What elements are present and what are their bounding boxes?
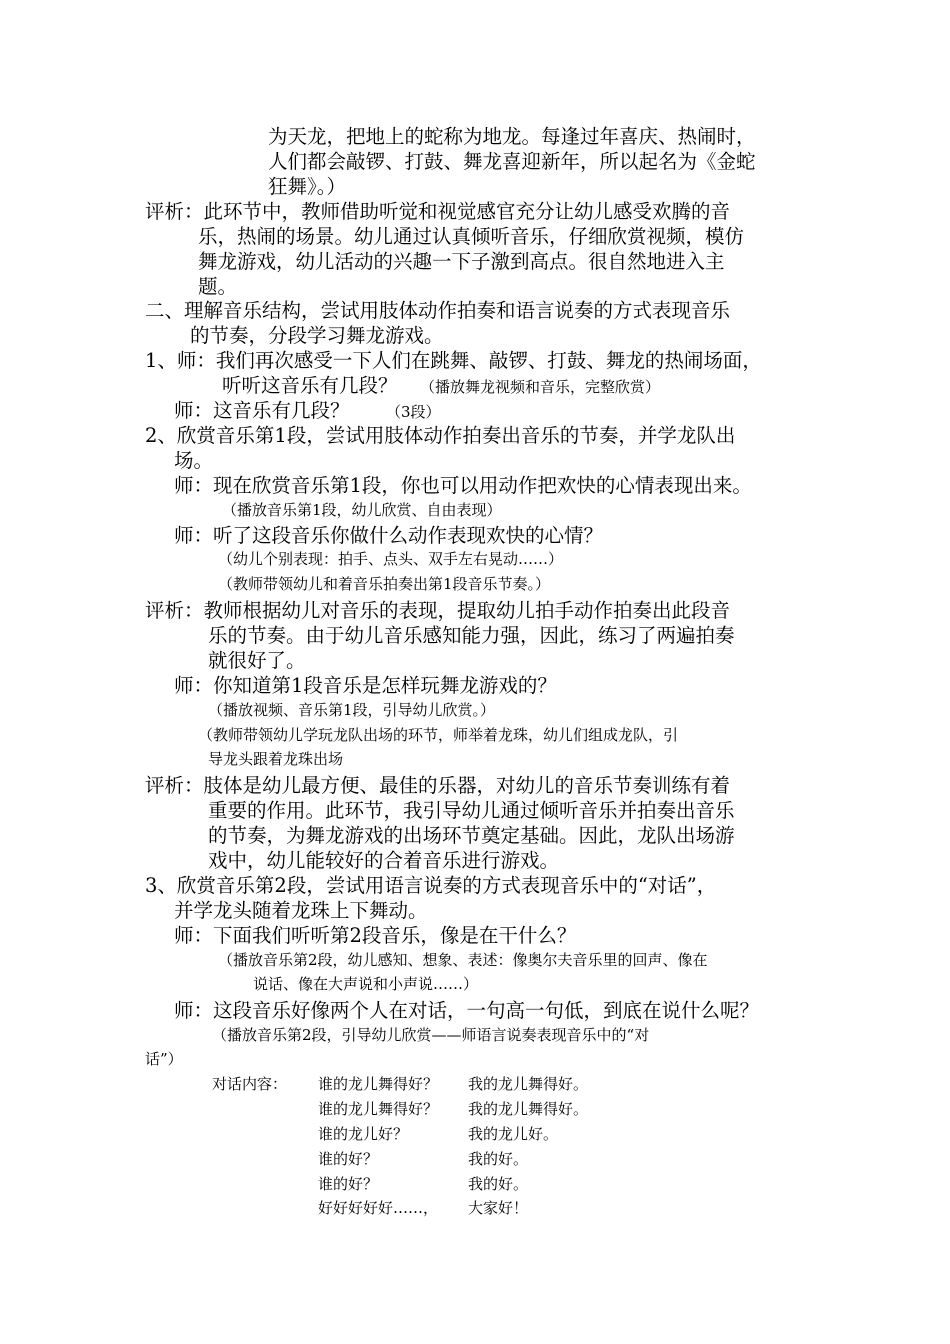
note-line: 说话、像在大声说和小声说……） bbox=[253, 975, 479, 993]
dialogue-ask: 谁的龙儿好？ bbox=[318, 1125, 409, 1143]
text-line: 场。 bbox=[174, 449, 214, 472]
commentary-line: 题。 bbox=[198, 275, 238, 298]
commentary-line: 评析：肢体是幼儿最方便、最佳的乐器，对幼儿的音乐节奏训练有着 bbox=[145, 774, 731, 797]
dialogue-ask: 谁的好？ bbox=[318, 1150, 379, 1168]
note-line: 话”） bbox=[145, 1050, 183, 1068]
dialogue-answer: 我的龙儿舞得好。 bbox=[468, 1075, 589, 1093]
section-heading: 二、理解音乐结构，尝试用肢体动作拍奏和语言说奏的方式表现音乐 bbox=[145, 299, 731, 322]
dialogue-answer: 我的龙儿舞得好。 bbox=[468, 1100, 589, 1118]
text-line: 听听这音乐有几段？ bbox=[222, 374, 398, 397]
text-line: 为天龙，把地上的蛇称为地龙。每逢过年喜庆、热闹时， bbox=[268, 125, 756, 148]
dialogue-ask: 谁的好？ bbox=[318, 1175, 379, 1193]
note-line: （3段） bbox=[386, 403, 441, 421]
note-line: （幼儿个别表现：拍手、点头、双手左右晃动……） bbox=[218, 550, 564, 568]
text-line: 师：下面我们听听第2段音乐，像是在干什么？ bbox=[174, 924, 577, 947]
commentary-line: 评析：教师根据幼儿对音乐的表现，提取幼儿拍手动作拍奏出此段音 bbox=[145, 599, 731, 622]
dialogue-answer: 我的龙儿好。 bbox=[468, 1125, 559, 1143]
dialogue-ask: 谁的龙儿舞得好？ bbox=[318, 1100, 439, 1118]
commentary-line: 评析：此环节中，教师借助听觉和视觉感官充分让幼儿感受欢腾的音 bbox=[145, 200, 731, 223]
text-line: 师：听了这段音乐你做什么动作表现欢快的心情？ bbox=[174, 524, 604, 547]
note-line: 导龙头跟着龙珠出场 bbox=[208, 750, 344, 768]
note-line: （教师带领幼儿学玩龙队出场的环节，师举着龙珠，幼儿们组成龙队，引 bbox=[198, 726, 679, 744]
step-line: 3、欣赏音乐第2段，尝试用语言说奏的方式表现音乐中的“对话”， bbox=[145, 874, 717, 897]
commentary-line: 重要的作用。此环节，我引导幼儿通过倾听音乐并拍奏出音乐 bbox=[208, 799, 735, 822]
commentary-line: 舞龙游戏，幼儿活动的兴趣一下子激到高点。很自然地进入主 bbox=[198, 250, 725, 273]
commentary-line: 的节奏，为舞龙游戏的出场环节奠定基础。因此，龙队出场游 bbox=[208, 824, 735, 847]
dialogue-answer: 我的好。 bbox=[468, 1150, 529, 1168]
dialogue-ask: 谁的龙儿舞得好？ bbox=[318, 1075, 439, 1093]
dialogue-label: 对话内容： bbox=[212, 1075, 288, 1093]
note-line: （播放音乐第2段，幼儿感知、想象、表述：像奥尔夫音乐里的回声、像在 bbox=[218, 951, 708, 969]
dialogue-answer: 大家好！ bbox=[468, 1199, 529, 1217]
section-heading: 的节奏，分段学习舞龙游戏。 bbox=[190, 324, 444, 347]
text-line: 狂舞》。） bbox=[268, 175, 347, 198]
note-line: （播放音乐第1段，幼儿欣赏、自由表现） bbox=[222, 501, 502, 519]
commentary-line: 就很好了。 bbox=[208, 649, 306, 672]
note-line: （教师带领幼儿和着音乐拍奏出第1段音乐节奏。） bbox=[218, 575, 551, 593]
text-line: 师：现在欣赏音乐第1段，你也可以用动作把欢快的心情表现出来。 bbox=[174, 474, 752, 497]
text-line: 人们都会敲锣、打鼓、舞龙喜迎新年，所以起名为《金蛇 bbox=[268, 150, 756, 173]
dialogue-ask: 好好好好好……， bbox=[318, 1199, 439, 1217]
text-line: 师：你知道第1段音乐是怎样玩舞龙游戏的？ bbox=[174, 674, 557, 697]
step-line: 1、师：我们再次感受一下人们在跳舞、敲锣、打鼓、舞龙的热闹场面， bbox=[145, 349, 762, 372]
step-line: 2、欣赏音乐第1段，尝试用肢体动作拍奏出音乐的节奏，并学龙队出 bbox=[145, 424, 736, 447]
note-line: （播放视频、音乐第1段，引导幼儿欣赏。） bbox=[208, 701, 496, 719]
note-line: （播放舞龙视频和音乐，完整欣赏） bbox=[420, 378, 661, 396]
note-line: （播放音乐第2段，引导幼儿欣赏——师语言说奏表现音乐中的“对 bbox=[212, 1026, 650, 1044]
text-line: 并学龙头随着龙珠上下舞动。 bbox=[174, 899, 428, 922]
commentary-line: 乐的节奏。由于幼儿音乐感知能力强，因此，练习了两遍拍奏 bbox=[208, 624, 735, 647]
commentary-line: 乐，热闹的场景。幼儿通过认真倾听音乐，仔细欣赏视频，模仿 bbox=[198, 225, 745, 248]
commentary-line: 戏中，幼儿能较好的合着音乐进行游戏。 bbox=[208, 849, 560, 872]
text-line: 师：这段音乐好像两个人在对话，一句高一句低，到底在说什么呢？ bbox=[174, 999, 760, 1022]
dialogue-answer: 我的好。 bbox=[468, 1175, 529, 1193]
text-line: 师：这音乐有几段？ bbox=[174, 399, 350, 422]
